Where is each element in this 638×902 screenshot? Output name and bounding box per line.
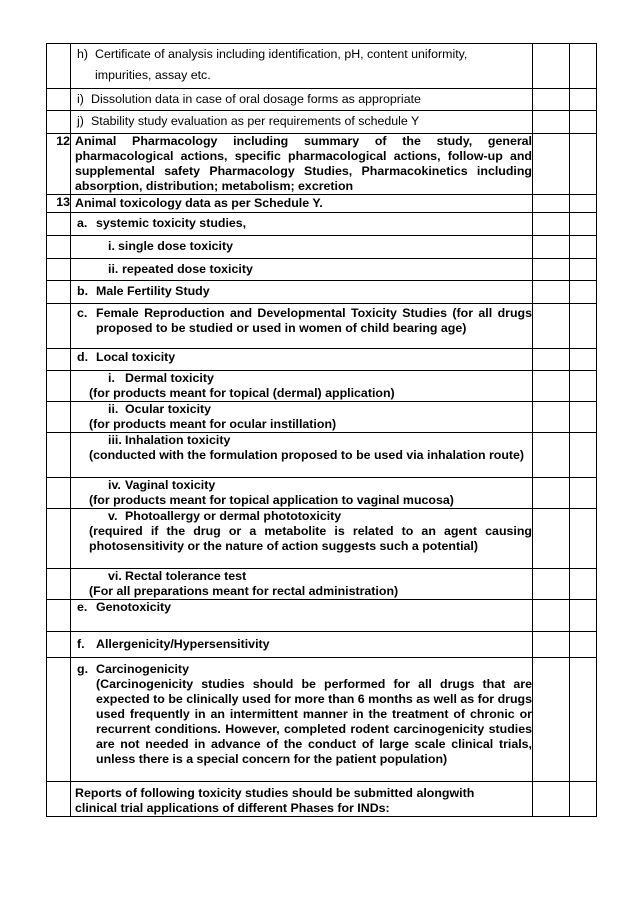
empty-cell [533, 44, 570, 89]
item-marker: iv. [108, 478, 121, 492]
item-text: Ocular toxicity [125, 402, 212, 416]
table-row [47, 44, 597, 89]
empty-cell [570, 600, 597, 632]
number-cell [47, 402, 71, 433]
table-row [47, 259, 597, 281]
table-row [47, 509, 597, 569]
table-row [47, 134, 597, 195]
table-row [47, 281, 597, 304]
item-text: Allergenicity/Hypersensitivity [96, 637, 270, 651]
empty-cell [570, 632, 597, 658]
empty-cell [570, 349, 597, 371]
content-cell [71, 509, 533, 569]
table-row [47, 371, 597, 402]
item-marker: j) [77, 114, 84, 128]
empty-cell [533, 509, 570, 569]
empty-cell [533, 569, 570, 600]
item-marker: e. [77, 600, 88, 614]
item-marker: g. [77, 662, 89, 676]
document-table [46, 43, 597, 817]
table-row [47, 236, 597, 259]
empty-cell [533, 281, 570, 304]
item-note: (for products meant for topical (dermal) application) [89, 386, 395, 400]
item-marker: i. [108, 239, 115, 253]
empty-cell [570, 304, 597, 349]
item-marker: ii. [108, 402, 119, 416]
item-text: Inhalation toxicity [125, 433, 231, 447]
empty-cell [570, 658, 597, 782]
item-marker: b. [77, 284, 89, 298]
empty-cell [533, 304, 570, 349]
number-cell [47, 44, 71, 89]
content-cell [71, 349, 533, 371]
item-note: (required if the drug or a metabolite is related to an agent causing photosensitivity or the nature of action suggests such a potential) [89, 524, 532, 553]
empty-cell [533, 134, 570, 195]
content-cell [71, 111, 533, 134]
empty-cell [570, 111, 597, 134]
content-cell [71, 569, 533, 600]
number-cell [47, 569, 71, 600]
empty-cell [570, 213, 597, 236]
number-cell [47, 632, 71, 658]
empty-cell [533, 213, 570, 236]
table-row [47, 304, 597, 349]
item-text: single dose toxicity [118, 239, 233, 253]
empty-cell [570, 782, 597, 817]
number-cell [47, 259, 71, 281]
empty-cell [533, 371, 570, 402]
item-text: Photoallergy or dermal phototoxicity [125, 509, 342, 523]
empty-cell [533, 195, 570, 213]
reports-note: Reports of following toxicity studies should be submitted alongwith clinical trial applications of different Phases for INDs: [71, 782, 533, 817]
item-text: Certificate of analysis including identification, pH, content uniformity, [95, 47, 468, 61]
number-cell [47, 600, 71, 632]
empty-cell [533, 433, 570, 478]
table-row [47, 600, 597, 632]
table-row [47, 782, 597, 817]
content-cell [71, 236, 533, 259]
number-cell [47, 658, 71, 782]
empty-cell [533, 600, 570, 632]
item-text: Dermal toxicity [125, 371, 214, 385]
table-row [47, 213, 597, 236]
empty-cell [533, 236, 570, 259]
item-marker: i) [77, 92, 84, 106]
item-text: Female Reproduction and Developmental Toxicity Studies (for all drugs proposed to be studied or used in women of child bearing age) [96, 306, 532, 335]
content-cell [71, 304, 533, 349]
empty-cell [533, 402, 570, 433]
content-cell [71, 371, 533, 402]
number-cell [47, 782, 71, 817]
empty-cell [533, 658, 570, 782]
empty-cell [570, 259, 597, 281]
table-row [47, 349, 597, 371]
item-marker: f. [77, 637, 85, 651]
item-note: (For all preparations meant for rectal administration) [89, 584, 399, 598]
item-marker: i. [108, 371, 115, 385]
table-row [47, 402, 597, 433]
empty-cell [533, 259, 570, 281]
empty-cell [570, 44, 597, 89]
section-number: 12 [47, 134, 71, 195]
item-marker: a. [77, 216, 88, 230]
empty-cell [570, 89, 597, 111]
item-text: Genotoxicity [96, 600, 172, 614]
empty-cell [570, 433, 597, 478]
content-cell [71, 213, 533, 236]
item-marker: v. [108, 509, 118, 523]
number-cell [47, 304, 71, 349]
content-cell [71, 478, 533, 509]
content-cell [71, 600, 533, 632]
item-marker: c. [77, 306, 88, 320]
item-note: (Carcinogenicity studies should be performed for all drugs that are expected to be clinically used for more than 6 months as well as for drugs used frequently in an intermittent manner in the treatment of chronic or recurrent conditions. However, completed rodent carcinogenicity studies are not needed in advance of the conduct of large scale clinical trials, unless there is a special concern for the patient population) [96, 677, 532, 766]
empty-cell [570, 402, 597, 433]
table-row [47, 111, 597, 134]
number-cell [47, 349, 71, 371]
item-marker: ii. [108, 262, 119, 276]
table-row [47, 195, 597, 213]
table-row [47, 478, 597, 509]
item-text: Local toxicity [96, 350, 176, 364]
number-cell [47, 281, 71, 304]
content-cell [71, 44, 533, 89]
empty-cell [570, 134, 597, 195]
table-row [47, 89, 597, 111]
section-heading: Animal toxicology data as per Schedule Y. [71, 195, 533, 213]
item-text: Dissolution data in case of oral dosage forms as appropriate [91, 92, 421, 106]
item-note: (for products meant for ocular instillation) [89, 417, 337, 431]
item-note: (for products meant for topical application to vaginal mucosa) [89, 493, 454, 507]
item-continuation: impurities, assay etc. [95, 68, 211, 82]
section-heading: Animal Pharmacology including summary of the study, general pharmacological actions, specific pharmacological actions, follow-up and supplemental safety Pharmacology Studies, Pharmacokinetics including absorption, distribution; metabolism; excretion [71, 134, 533, 195]
empty-cell [533, 349, 570, 371]
content-cell [71, 658, 533, 782]
content-cell [71, 632, 533, 658]
empty-cell [570, 509, 597, 569]
empty-cell [533, 632, 570, 658]
content-cell [71, 433, 533, 478]
item-marker: vi. [108, 569, 122, 583]
empty-cell [570, 371, 597, 402]
item-text: Carcinogenicity [96, 662, 189, 676]
number-cell [47, 371, 71, 402]
number-cell [47, 236, 71, 259]
item-text: systemic toxicity studies, [96, 216, 247, 230]
number-cell [47, 213, 71, 236]
empty-cell [570, 195, 597, 213]
item-marker: h) [77, 47, 89, 61]
item-text: Vaginal toxicity [125, 478, 216, 492]
item-note: (conducted with the formulation proposed to be used via inhalation route) [89, 448, 525, 462]
item-marker: iii. [108, 433, 122, 447]
item-text: Male Fertility Study [96, 284, 210, 298]
number-cell [47, 509, 71, 569]
content-cell [71, 89, 533, 111]
item-text: Stability study evaluation as per requirements of schedule Y [91, 114, 420, 128]
content-cell [71, 281, 533, 304]
content-cell [71, 402, 533, 433]
table-row [47, 569, 597, 600]
table-row [47, 658, 597, 782]
table-row [47, 433, 597, 478]
content-cell [71, 259, 533, 281]
empty-cell [570, 569, 597, 600]
empty-cell [533, 111, 570, 134]
empty-cell [533, 89, 570, 111]
number-cell [47, 478, 71, 509]
item-text: repeated dose toxicity [122, 262, 253, 276]
empty-cell [570, 236, 597, 259]
section-number: 13 [47, 195, 71, 213]
empty-cell [570, 478, 597, 509]
number-cell [47, 89, 71, 111]
empty-cell [533, 782, 570, 817]
number-cell [47, 433, 71, 478]
empty-cell [533, 478, 570, 509]
item-text: Rectal tolerance test [125, 569, 247, 583]
table-row [47, 632, 597, 658]
item-marker: d. [77, 350, 89, 364]
empty-cell [570, 281, 597, 304]
number-cell [47, 111, 71, 134]
